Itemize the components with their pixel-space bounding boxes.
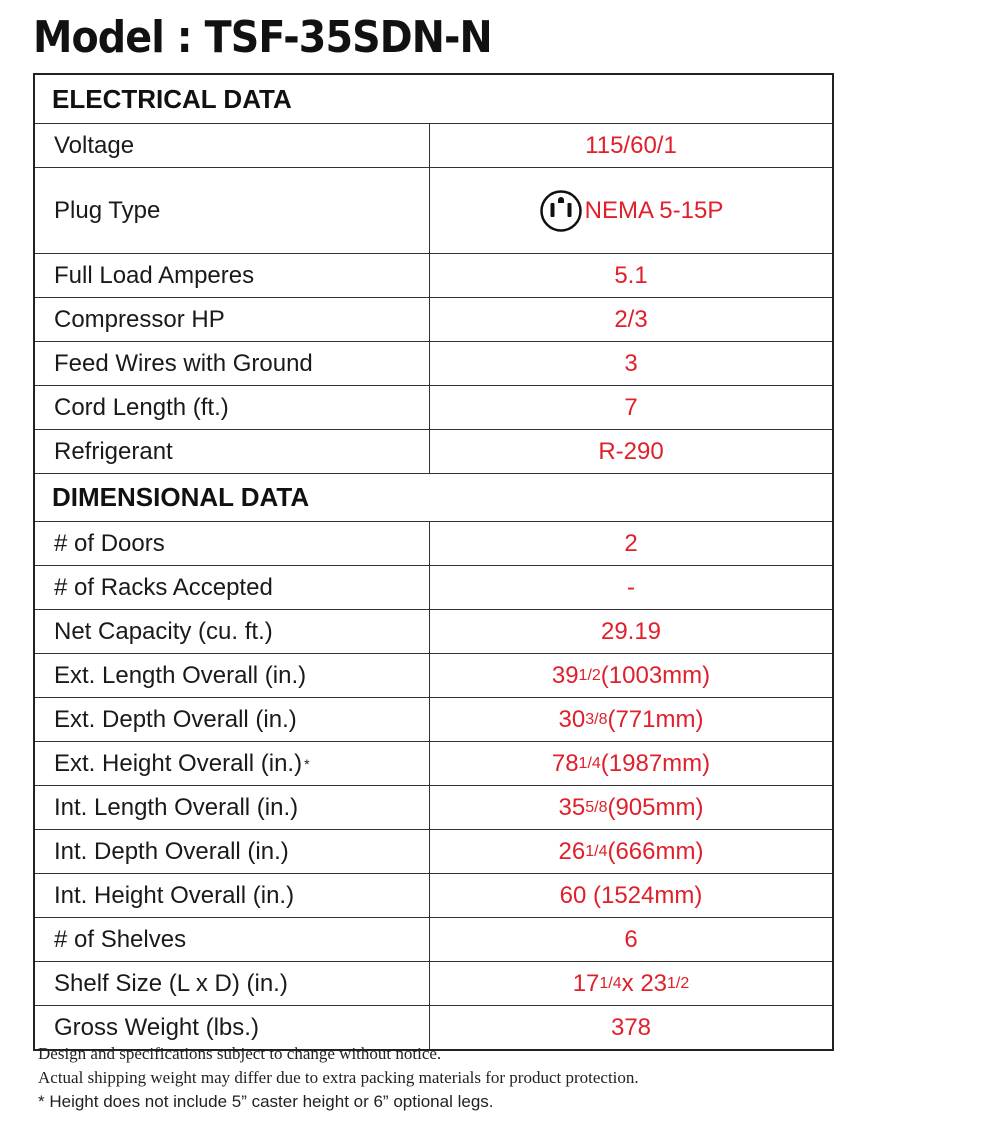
value-metric: (1003mm) [600, 661, 711, 689]
table-row [35, 829, 832, 873]
row-value: 60 (1524mm) [559, 881, 703, 909]
row-label: Plug Type [35, 168, 430, 253]
row-value [430, 742, 832, 785]
row-label: Compressor HP [35, 298, 430, 341]
row-value [430, 654, 832, 697]
row-label: Feed Wires with Ground [35, 342, 430, 385]
row-label: Int. Length Overall (in.) [35, 786, 430, 829]
row-value: 3 [624, 349, 638, 377]
value-metric: (771mm) [607, 705, 704, 733]
footnote-mark: * [304, 755, 310, 772]
value-fraction: 3/8 [585, 710, 608, 728]
table-row [35, 521, 832, 565]
table-row [35, 297, 832, 341]
row-label: Full Load Amperes [35, 254, 430, 297]
row-value: 29.19 [600, 617, 662, 645]
row-label: Net Capacity (cu. ft.) [35, 610, 430, 653]
row-value: 378 [610, 1013, 652, 1041]
footnote-line: * Height does not include 5” caster height or 6” optional legs. [38, 1092, 494, 1111]
row-label: Cord Length (ft.) [35, 386, 430, 429]
table-row [35, 385, 832, 429]
nema-plug-icon [539, 189, 583, 233]
table-row [35, 697, 832, 741]
row-label [35, 742, 430, 785]
table-row [35, 123, 832, 167]
row-label: Int. Height Overall (in.) [35, 874, 430, 917]
row-value: - [627, 573, 635, 601]
value-metric: (666mm) [607, 837, 704, 865]
plug-type-value: NEMA 5-15P [584, 196, 724, 224]
value-fraction: 1/4 [585, 842, 608, 860]
footnote-line: Actual shipping weight may differ due to extra packing materials for product protection. [38, 1068, 639, 1087]
row-value: R-290 [598, 437, 664, 465]
value-fraction: 1/2 [578, 666, 601, 684]
table-row [35, 429, 832, 473]
table-row [35, 609, 832, 653]
row-label: Shelf Size (L x D) (in.) [35, 962, 430, 1005]
table-row [35, 167, 832, 253]
section-heading-electrical: ELECTRICAL DATA [52, 83, 292, 114]
value-whole: 35 [558, 793, 586, 821]
row-label: # of Racks Accepted [35, 566, 430, 609]
row-value: 2/3 [614, 305, 648, 333]
row-label: # of Shelves [35, 918, 430, 961]
value-whole: 30 [558, 705, 586, 733]
footnote-line: Design and specifications subject to change without notice. [38, 1044, 442, 1063]
row-label-text: Ext. Height Overall (in.) [54, 749, 303, 777]
row-label: Voltage [35, 124, 430, 167]
value-part: x 23 [621, 969, 668, 997]
row-label: Ext. Length Overall (in.) [35, 654, 430, 697]
table-row [35, 785, 832, 829]
row-label: Ext. Depth Overall (in.) [35, 698, 430, 741]
page-title: Model : TSF-35SDN-N [33, 12, 492, 63]
row-label: Gross Weight (lbs.) [35, 1006, 430, 1049]
row-value [430, 786, 832, 829]
value-metric: (905mm) [607, 793, 704, 821]
row-value: 115/60/1 [585, 131, 677, 159]
value-whole: 17 [572, 969, 600, 997]
section-heading-dimensional: DIMENSIONAL DATA [35, 473, 832, 521]
row-value [430, 830, 832, 873]
value-whole: 39 [551, 661, 579, 689]
row-label: Refrigerant [35, 430, 430, 473]
table-row [35, 253, 832, 297]
row-value: 6 [624, 925, 638, 953]
spec-table [33, 73, 834, 1051]
value-whole: 78 [551, 749, 579, 777]
value-metric: (1987mm) [600, 749, 711, 777]
table-row [35, 961, 832, 1005]
row-value [430, 962, 832, 1005]
row-label: Int. Depth Overall (in.) [35, 830, 430, 873]
table-row [35, 653, 832, 697]
table-row [35, 565, 832, 609]
value-fraction: 5/8 [585, 798, 608, 816]
row-value [430, 698, 832, 741]
value-fraction: 1/4 [578, 754, 601, 772]
value-fraction: 1/2 [667, 974, 690, 992]
row-label: # of Doors [35, 522, 430, 565]
table-row [35, 917, 832, 961]
footnotes [38, 1042, 938, 1114]
table-row [35, 341, 832, 385]
value-fraction: 1/4 [599, 974, 622, 992]
table-row [35, 741, 832, 785]
value-whole: 26 [558, 837, 586, 865]
row-value [430, 168, 832, 253]
row-value: 2 [624, 529, 638, 557]
row-value: 5.1 [614, 261, 648, 289]
table-row [35, 873, 832, 917]
row-value: 7 [624, 393, 638, 421]
